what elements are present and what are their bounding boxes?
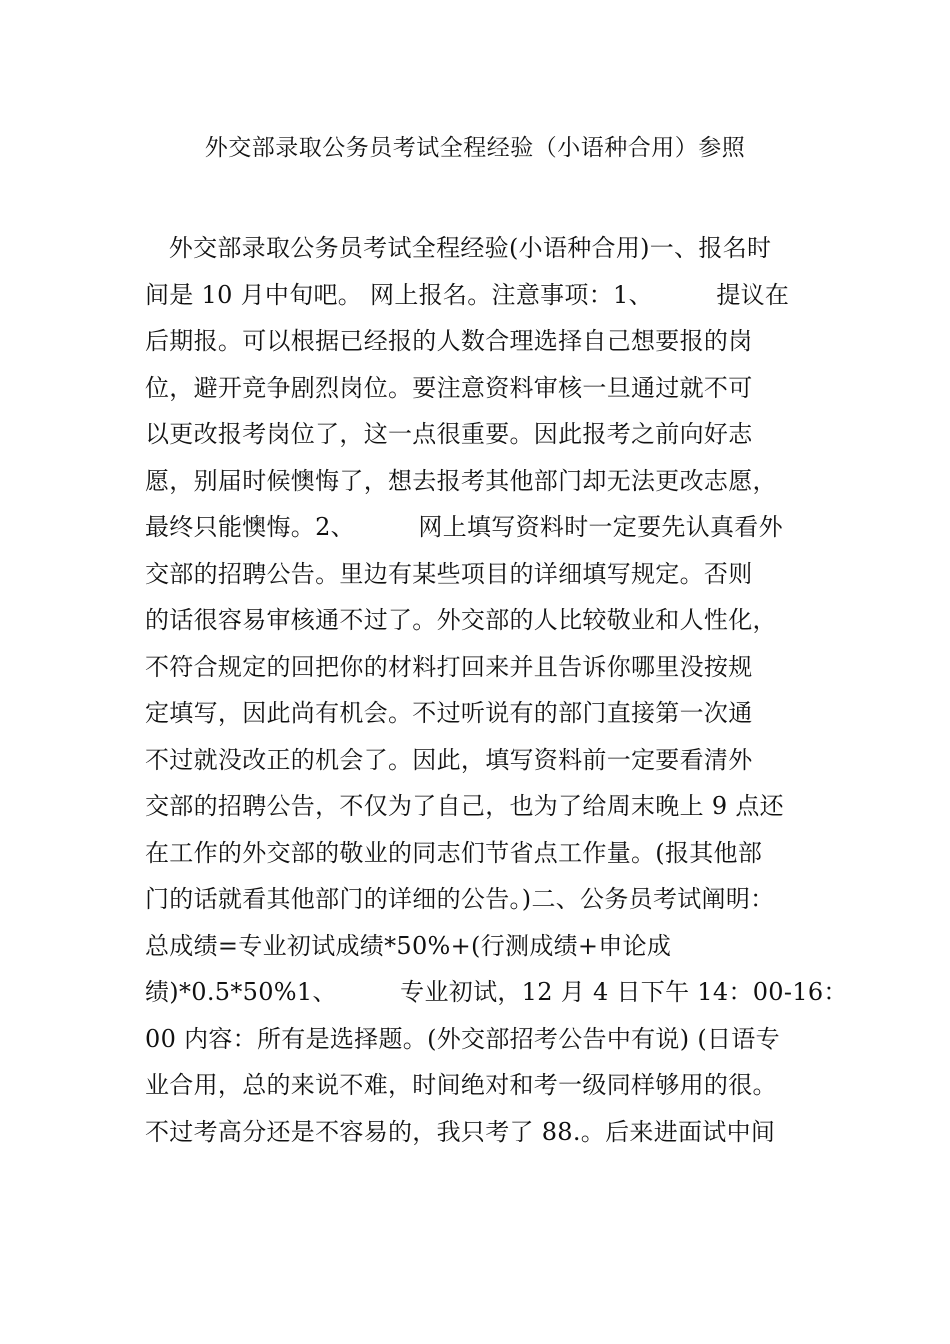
body-line: 交部的招聘公告，不仅为了自己，也为了给周末晚上 9 点还: [145, 792, 784, 820]
body-line: 交部的招聘公告。里边有某些项目的详细填写规定。否则: [145, 559, 753, 588]
body-line: 不过考高分还是不容易的，我只考了 88.。后来进面试中间: [145, 1117, 776, 1146]
body-line: 业合用，总的来说不难，时间绝对和考一级同样够用的很。: [145, 1071, 777, 1099]
document-body: [145, 229, 848, 1159]
body-line: 总成绩=专业初试成绩*50%+(行测成绩+申论成: [145, 931, 672, 960]
body-line: 以更改报考岗位了，这一点很重要。因此报考之前向好志: [145, 420, 753, 448]
body-line: 00 内容：所有是选择题。(外交部招考公告中有说) (日语专: [145, 1024, 780, 1053]
body-line: 愿，别届时候懊悔了，想去报考其他部门却无法更改志愿，: [145, 466, 777, 495]
body-line: 间是 10 月中旬吧。 网上报名。注意事项：1、 提议在: [145, 280, 790, 309]
body-line: 定填写，因此尚有机会。不过听说有的部门直接第一次通: [145, 699, 753, 727]
body-line: 不符合规定的回把你的材料打回来并且告诉你哪里没按规: [145, 652, 753, 681]
body-line: 的话很容易审核通不过了。外交部的人比较敬业和人性化，: [145, 606, 777, 634]
body-line: 不过就没改正的机会了。因此，填写资料前一定要看清外: [145, 745, 753, 774]
body-line: 门的话就看其他部门的详细的公告。)二、公务员考试阐明：: [145, 885, 775, 913]
body-line: 在工作的外交部的敬业的同志们节省点工作量。(报其他部: [145, 838, 763, 867]
body-line: 绩)*0.5*50%1、 专业初试，12 月 4 日下午 14：00-16：: [145, 978, 848, 1006]
body-line: 后期报。可以根据已经报的人数合理选择自己想要报的岗: [145, 327, 753, 355]
body-line: 位，避开竞争剧烈岗位。要注意资料审核一旦通过就不可: [145, 373, 753, 402]
document-title: 外交部录取公务员考试全程经验（小语种合用）参照: [204, 135, 746, 161]
body-line: 最终只能懊悔。2、 网上填写资料时一定要先认真看外: [145, 513, 783, 541]
body-line: 外交部录取公务员考试全程经验(小语种合用)一、报名时: [145, 234, 772, 262]
